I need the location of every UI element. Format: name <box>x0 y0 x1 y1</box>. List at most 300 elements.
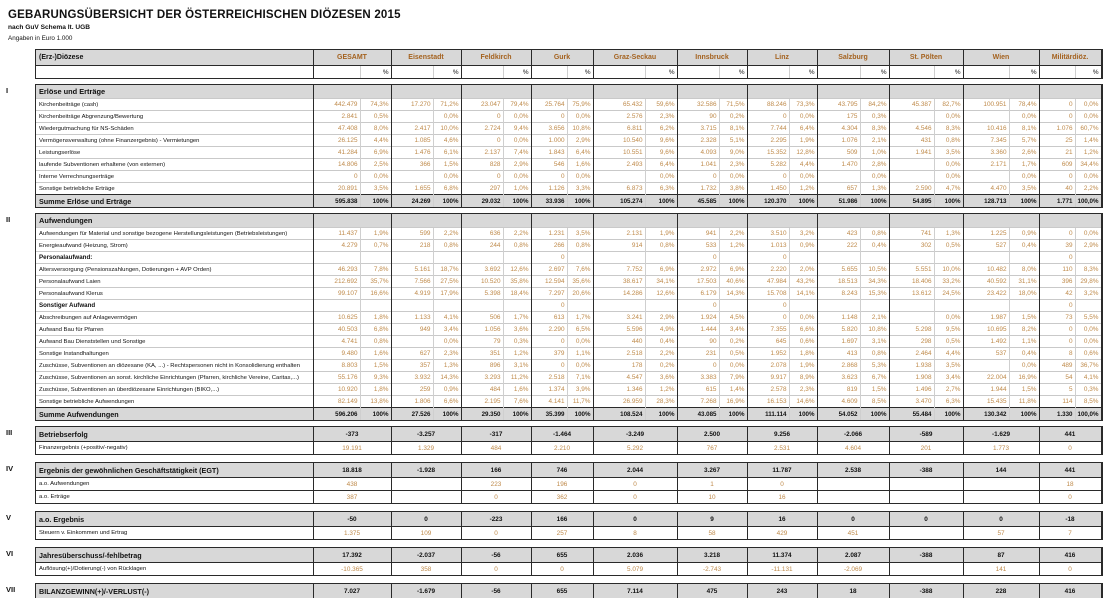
subrow-value-cell: 4.604 <box>817 442 889 455</box>
value-cell: 0 <box>747 252 789 264</box>
value-cell: 5.161 <box>391 264 433 276</box>
value-cell: 43.795 <box>817 99 860 111</box>
percent-cell: 1,9% <box>789 360 817 372</box>
percent-cell: 2,5% <box>360 159 391 171</box>
diocese-header-row <box>36 50 1101 66</box>
value-cell <box>963 360 1009 372</box>
value-cell: 819 <box>817 384 860 396</box>
value-cell: 8.803 <box>313 360 360 372</box>
subrow-value-cell: 201 <box>889 442 963 455</box>
value-cell: 3.383 <box>677 372 719 384</box>
value-cell: 17.503 <box>677 276 719 288</box>
section-numeral: IV <box>6 464 14 473</box>
value-cell: 16.153 <box>747 396 789 408</box>
percent-cell: 3,9% <box>567 384 593 396</box>
row-label: Kirchenbeiträge Abgrenzung/Bewertung <box>36 111 313 123</box>
value-cell: 0 <box>1039 324 1075 336</box>
percent-cell: 0,8% <box>360 336 391 348</box>
value-cell: 3.293 <box>461 372 503 384</box>
percent-cell <box>1009 252 1039 264</box>
block-value-cell: -3.257 <box>391 427 461 442</box>
percent-cell: 0,0% <box>433 171 461 183</box>
block-value-cell: -1.464 <box>531 427 593 442</box>
percent-cell: 4,9% <box>645 324 677 336</box>
value-cell: 0 <box>1039 171 1075 183</box>
percent-cell <box>789 252 817 264</box>
value-cell: 4.547 <box>593 372 645 384</box>
block-value-cell: -1.629 <box>963 427 1039 442</box>
percent-cell: 79,4% <box>503 99 531 111</box>
value-cell: 10.625 <box>313 312 360 324</box>
value-cell: 25 <box>1039 135 1075 147</box>
percent-cell: 9,0% <box>719 147 747 159</box>
percent-cell: 84,2% <box>860 99 889 111</box>
value-cell: 0 <box>747 300 789 312</box>
percent-cell: 1,7% <box>567 312 593 324</box>
percent-cell: 16,9% <box>1009 372 1039 384</box>
subrow-value-cell: 358 <box>391 563 461 576</box>
table-row <box>36 348 1101 360</box>
value-cell: 0 <box>677 171 719 183</box>
percent-cell: 35,6% <box>567 276 593 288</box>
percent-cell: 0,0% <box>360 171 391 183</box>
percent-cell: 18,0% <box>1009 288 1039 300</box>
percent-cell: 1,2% <box>789 183 817 195</box>
summary-row <box>36 195 1101 208</box>
diocese-header-8: St. Pölten <box>889 50 963 66</box>
value-cell: 65.432 <box>593 99 645 111</box>
row-label: Sonstiger Aufwand <box>36 300 313 312</box>
value-cell: 2.464 <box>889 348 934 360</box>
table-row <box>36 252 1101 264</box>
value-cell: 42 <box>1039 288 1075 300</box>
value-cell: 0 <box>531 111 567 123</box>
value-cell: 15.435 <box>963 396 1009 408</box>
percent-cell: 3,5% <box>360 183 391 195</box>
value-cell <box>817 252 860 264</box>
value-cell <box>593 300 645 312</box>
percent-cell: 3,5% <box>934 360 963 372</box>
diocese-header-6: Linz <box>747 50 817 66</box>
percent-cell: 1,6% <box>567 159 593 171</box>
percent-symbol: % <box>934 66 963 79</box>
percent-cell: 0,0% <box>503 171 531 183</box>
block-value-cell: 441 <box>1039 463 1101 478</box>
percent-cell: 0,0% <box>934 159 963 171</box>
percent-cell: 35,8% <box>503 276 531 288</box>
block-IV <box>6 463 1104 503</box>
row-label: Zuschüsse, Subventionen an überdiözesane Einrichtungen (BIKO,...) <box>36 384 313 396</box>
value-cell: 88.246 <box>747 99 789 111</box>
section-title-row <box>36 214 1101 228</box>
value-cell: 15.352 <box>747 147 789 159</box>
percent-cell: 10,0% <box>433 123 461 135</box>
percent-cell: 0,4% <box>1009 240 1039 252</box>
value-cell: 7.566 <box>391 276 433 288</box>
value-cell: 218 <box>391 240 433 252</box>
value-cell: 6.179 <box>677 288 719 300</box>
percent-cell: 0,0% <box>1075 336 1101 348</box>
block-value-cell: 441 <box>1039 427 1101 442</box>
block-value-cell: -3.249 <box>593 427 677 442</box>
subrow-value-cell: 0 <box>1039 491 1101 504</box>
value-cell: 1.346 <box>593 384 645 396</box>
subrow-value-cell: -10.365 <box>313 563 391 576</box>
summary-percent-cell: 100% <box>360 195 391 208</box>
section-numeral: III <box>6 428 13 437</box>
block-table-V <box>36 512 1102 539</box>
value-cell: 379 <box>531 348 567 360</box>
summary-value-cell: 595.838 <box>313 195 360 208</box>
block-value-cell: 11.374 <box>747 548 817 563</box>
value-cell: 39 <box>1039 240 1075 252</box>
subrow-value-cell: 438 <box>313 478 391 491</box>
percent-cell: 17,9% <box>433 288 461 300</box>
subrow-value-cell <box>391 491 461 504</box>
percent-cell: 2,3% <box>433 348 461 360</box>
summary-percent-cell: 100% <box>1009 408 1039 421</box>
value-cell: 55.176 <box>313 372 360 384</box>
summary-percent-cell: 100% <box>360 408 391 421</box>
percent-cell: 2,2% <box>1075 183 1101 195</box>
value-cell: 3.692 <box>461 264 503 276</box>
section-title-row <box>36 85 1101 99</box>
percent-cell: 27,5% <box>433 276 461 288</box>
table-row <box>36 288 1101 300</box>
percent-cell: 9,6% <box>645 147 677 159</box>
percent-cell: 0,0% <box>719 360 747 372</box>
percent-cell: 0,0% <box>1009 360 1039 372</box>
band-cell <box>1039 214 1101 228</box>
percent-cell: 1,7% <box>1009 159 1039 171</box>
diocese-header-0: GESAMT <box>313 50 391 66</box>
block-title-row <box>36 584 1101 598</box>
subrow-value-cell: 18 <box>1039 478 1101 491</box>
summary-value-cell: 33.936 <box>531 195 567 208</box>
subrow-value-cell: 0 <box>461 527 531 540</box>
value-cell: 5 <box>1039 384 1075 396</box>
percent-cell: 6,6% <box>433 396 461 408</box>
empty-cell <box>313 66 360 79</box>
subrow-value-cell: 0 <box>1039 563 1101 576</box>
percent-cell: 0,0% <box>567 111 593 123</box>
percent-cell: 6,8% <box>360 324 391 336</box>
percent-cell: 1,2% <box>1075 147 1101 159</box>
summary-value-cell: 108.524 <box>593 408 645 421</box>
percent-cell: 1,6% <box>360 348 391 360</box>
subrow-value-cell: 57 <box>963 527 1039 540</box>
percent-cell: 0,8% <box>645 240 677 252</box>
value-cell: 2.518 <box>593 348 645 360</box>
block-subrow <box>36 527 1101 540</box>
subrow-label: a.o. Erträge <box>36 491 313 504</box>
block-value-cell: 2.500 <box>677 427 747 442</box>
value-cell: 1.450 <box>747 183 789 195</box>
value-cell: 1.944 <box>963 384 1009 396</box>
percent-cell: 1,1% <box>567 348 593 360</box>
value-cell: 0 <box>677 300 719 312</box>
percent-cell: 8,1% <box>1009 123 1039 135</box>
percent-cell: 1,2% <box>503 348 531 360</box>
percent-cell: 3,1% <box>860 336 889 348</box>
percent-cell: 36,7% <box>1075 360 1101 372</box>
table-row <box>36 159 1101 171</box>
percent-cell: 7,6% <box>567 264 593 276</box>
table-row <box>36 135 1101 147</box>
percent-cell: 4,4% <box>934 348 963 360</box>
percent-cell: 0,0% <box>1009 171 1039 183</box>
percent-cell <box>360 300 391 312</box>
subrow-value-cell: 19.191 <box>313 442 391 455</box>
percent-cell: 1,4% <box>719 384 747 396</box>
percent-cell: 1,6% <box>503 384 531 396</box>
block-value-cell: -1.928 <box>391 463 461 478</box>
percent-cell: 8,5% <box>1075 396 1101 408</box>
percent-cell: 6,4% <box>645 159 677 171</box>
subrow-value-cell: 10 <box>677 491 747 504</box>
value-cell <box>391 300 433 312</box>
block-value-cell: 9.256 <box>747 427 817 442</box>
percent-cell: 0,0% <box>503 111 531 123</box>
subrow-value-cell: 387 <box>313 491 391 504</box>
value-cell: 2.868 <box>817 360 860 372</box>
table-row <box>36 312 1101 324</box>
value-cell: 3.510 <box>747 228 789 240</box>
block-value-cell: 243 <box>747 584 817 598</box>
table-row <box>36 111 1101 123</box>
percent-cell: 6,9% <box>719 264 747 276</box>
band-cell <box>391 214 461 228</box>
block-subrow <box>36 563 1101 576</box>
percent-cell: 0,0% <box>1075 171 1101 183</box>
value-cell: 7.268 <box>677 396 719 408</box>
value-cell: 527 <box>963 240 1009 252</box>
percent-cell: 14,3% <box>719 288 747 300</box>
band-cell <box>747 85 817 99</box>
percent-cell: 0,0% <box>934 312 963 324</box>
percent-cell: 0,6% <box>1075 348 1101 360</box>
value-cell: 741 <box>889 228 934 240</box>
value-cell: 79 <box>461 336 503 348</box>
row-label: Abschreibungen auf Anlagevermögen <box>36 312 313 324</box>
block-value-cell: -18 <box>1039 512 1101 527</box>
percent-cell: 8,2% <box>1009 324 1039 336</box>
block-value-cell: 475 <box>677 584 747 598</box>
value-cell: 18.406 <box>889 276 934 288</box>
block-value-cell: 0 <box>889 512 963 527</box>
section-I <box>6 85 1104 207</box>
percent-cell: 8,5% <box>860 396 889 408</box>
value-cell: 7.355 <box>747 324 789 336</box>
block-value-cell: 2.538 <box>817 463 889 478</box>
value-cell: 2.590 <box>889 183 934 195</box>
value-cell: 2.328 <box>677 135 719 147</box>
row-label: Personalaufwand Laien <box>36 276 313 288</box>
value-cell: 0 <box>1039 228 1075 240</box>
percent-cell: 0,4% <box>1009 348 1039 360</box>
percent-cell: 0,9% <box>1009 228 1039 240</box>
value-cell: 1.952 <box>747 348 789 360</box>
unit-note: Angaben in Euro 1.000 <box>8 35 73 42</box>
percent-cell: 6,9% <box>645 264 677 276</box>
value-cell: 3.715 <box>677 123 719 135</box>
block-value-cell: 0 <box>963 512 1039 527</box>
block-value-cell: 166 <box>531 512 593 527</box>
percent-symbol: % <box>1009 66 1039 79</box>
section-numeral: I <box>6 86 9 95</box>
subrow-value-cell: 2.531 <box>747 442 817 455</box>
value-cell: 5.398 <box>461 288 503 300</box>
percent-cell <box>934 252 963 264</box>
percent-symbol: % <box>503 66 531 79</box>
value-cell: 941 <box>677 228 719 240</box>
summary-value-cell: 1.330 <box>1039 408 1075 421</box>
percent-cell: 1,9% <box>360 228 391 240</box>
percent-cell: 14,1% <box>789 288 817 300</box>
subrow-value-cell: 0 <box>461 491 531 504</box>
value-cell: 32.586 <box>677 99 719 111</box>
percent-cell <box>719 252 747 264</box>
band-cell <box>817 214 889 228</box>
percent-cell: 18,7% <box>433 264 461 276</box>
percent-cell: 3,2% <box>1075 288 1101 300</box>
summary-row <box>36 408 1101 421</box>
percent-cell: 4,1% <box>433 312 461 324</box>
percent-cell: 40,6% <box>719 276 747 288</box>
value-cell: 9.480 <box>313 348 360 360</box>
percent-cell: 0,0% <box>789 111 817 123</box>
subrow-value-cell: 429 <box>747 527 817 540</box>
percent-cell <box>1009 300 1039 312</box>
table-row <box>36 300 1101 312</box>
section-numeral: II <box>6 215 11 224</box>
value-cell <box>461 252 503 264</box>
block-value-cell: 16 <box>747 512 817 527</box>
empty-cell <box>747 66 789 79</box>
percent-cell: 2,2% <box>719 228 747 240</box>
value-cell: 8 <box>1039 348 1075 360</box>
table-row <box>36 171 1101 183</box>
percent-cell: 0,3% <box>503 336 531 348</box>
value-cell: 1.843 <box>531 147 567 159</box>
value-cell: 489 <box>1039 360 1075 372</box>
percent-cell <box>360 252 391 264</box>
value-cell: 0 <box>461 171 503 183</box>
percent-cell: 3,6% <box>503 324 531 336</box>
percent-cell: 1,4% <box>1075 135 1101 147</box>
summary-percent-cell: 100% <box>860 408 889 421</box>
row-label: Personalaufwand: <box>36 252 313 264</box>
table-row <box>36 276 1101 288</box>
value-cell: 1.085 <box>391 135 433 147</box>
percent-cell: 5,5% <box>1075 312 1101 324</box>
value-cell: 0 <box>531 300 567 312</box>
value-cell: 396 <box>1039 276 1075 288</box>
summary-percent-cell: 100,0% <box>1075 408 1101 421</box>
percent-cell: 2,3% <box>789 384 817 396</box>
value-cell: 10.520 <box>461 276 503 288</box>
percent-cell <box>433 300 461 312</box>
block-table-IV <box>36 463 1102 503</box>
empty-cell <box>531 66 567 79</box>
value-cell: 6.873 <box>593 183 645 195</box>
table-row <box>36 384 1101 396</box>
percent-cell: 4,1% <box>1075 372 1101 384</box>
value-cell: 2.078 <box>747 360 789 372</box>
value-cell <box>461 300 503 312</box>
percent-cell: 0,8% <box>934 135 963 147</box>
empty-cell <box>963 66 1009 79</box>
percent-cell: 0,5% <box>934 240 963 252</box>
percent-cell: 11,8% <box>1009 396 1039 408</box>
value-cell: 1.941 <box>889 147 934 159</box>
percent-cell: 0,2% <box>645 360 677 372</box>
percent-cell: 12,6% <box>503 264 531 276</box>
value-cell: 413 <box>817 348 860 360</box>
value-cell <box>391 252 433 264</box>
summary-percent-cell: 100% <box>860 195 889 208</box>
row-label: Aufwand Bau für Pfarren <box>36 324 313 336</box>
value-cell: 1.076 <box>817 135 860 147</box>
block-value-cell: 7.027 <box>313 584 391 598</box>
block-value-cell: 87 <box>963 548 1039 563</box>
summary-value-cell: 27.526 <box>391 408 433 421</box>
percent-cell <box>503 252 531 264</box>
value-cell: 82.149 <box>313 396 360 408</box>
section-numeral: VI <box>6 549 14 558</box>
percent-cell: 4,6% <box>433 135 461 147</box>
value-cell: 2.493 <box>593 159 645 171</box>
percent-symbol: % <box>433 66 461 79</box>
value-cell: 615 <box>677 384 719 396</box>
value-cell: 3.656 <box>531 123 567 135</box>
band-cell <box>677 85 747 99</box>
percent-cell: 1,3% <box>860 183 889 195</box>
value-cell: 828 <box>461 159 503 171</box>
row-label: Personalaufwand Klerus <box>36 288 313 300</box>
percent-cell <box>645 252 677 264</box>
percent-cell: 34,1% <box>645 276 677 288</box>
percent-cell: 1,9% <box>789 135 817 147</box>
value-cell: 5.820 <box>817 324 860 336</box>
percent-cell: 0,9% <box>433 384 461 396</box>
percent-cell: 16,9% <box>719 396 747 408</box>
value-cell: 1.041 <box>677 159 719 171</box>
block-value-cell: -388 <box>889 463 963 478</box>
summary-value-cell: 105.274 <box>593 195 645 208</box>
percent-cell: 3,1% <box>503 360 531 372</box>
value-cell: 41.284 <box>313 147 360 159</box>
percent-cell: 0,5% <box>719 348 747 360</box>
percent-cell: 3,4% <box>719 324 747 336</box>
band-cell <box>461 214 531 228</box>
value-cell: 2.137 <box>461 147 503 159</box>
percent-cell: 7,4% <box>503 147 531 159</box>
block-subrow <box>36 491 1101 504</box>
value-cell: 3.932 <box>391 372 433 384</box>
section-numeral <box>6 50 36 51</box>
value-cell: 73 <box>1039 312 1075 324</box>
percent-cell: 3,5% <box>1009 183 1039 195</box>
band-cell <box>593 85 677 99</box>
table-row <box>36 360 1101 372</box>
value-cell: 10.416 <box>963 123 1009 135</box>
value-cell: 1.806 <box>391 396 433 408</box>
value-cell <box>889 312 934 324</box>
summary-label: Summe Erlöse und Erträge <box>36 195 313 208</box>
band-cell <box>313 214 391 228</box>
percent-cell: 6,1% <box>433 147 461 159</box>
